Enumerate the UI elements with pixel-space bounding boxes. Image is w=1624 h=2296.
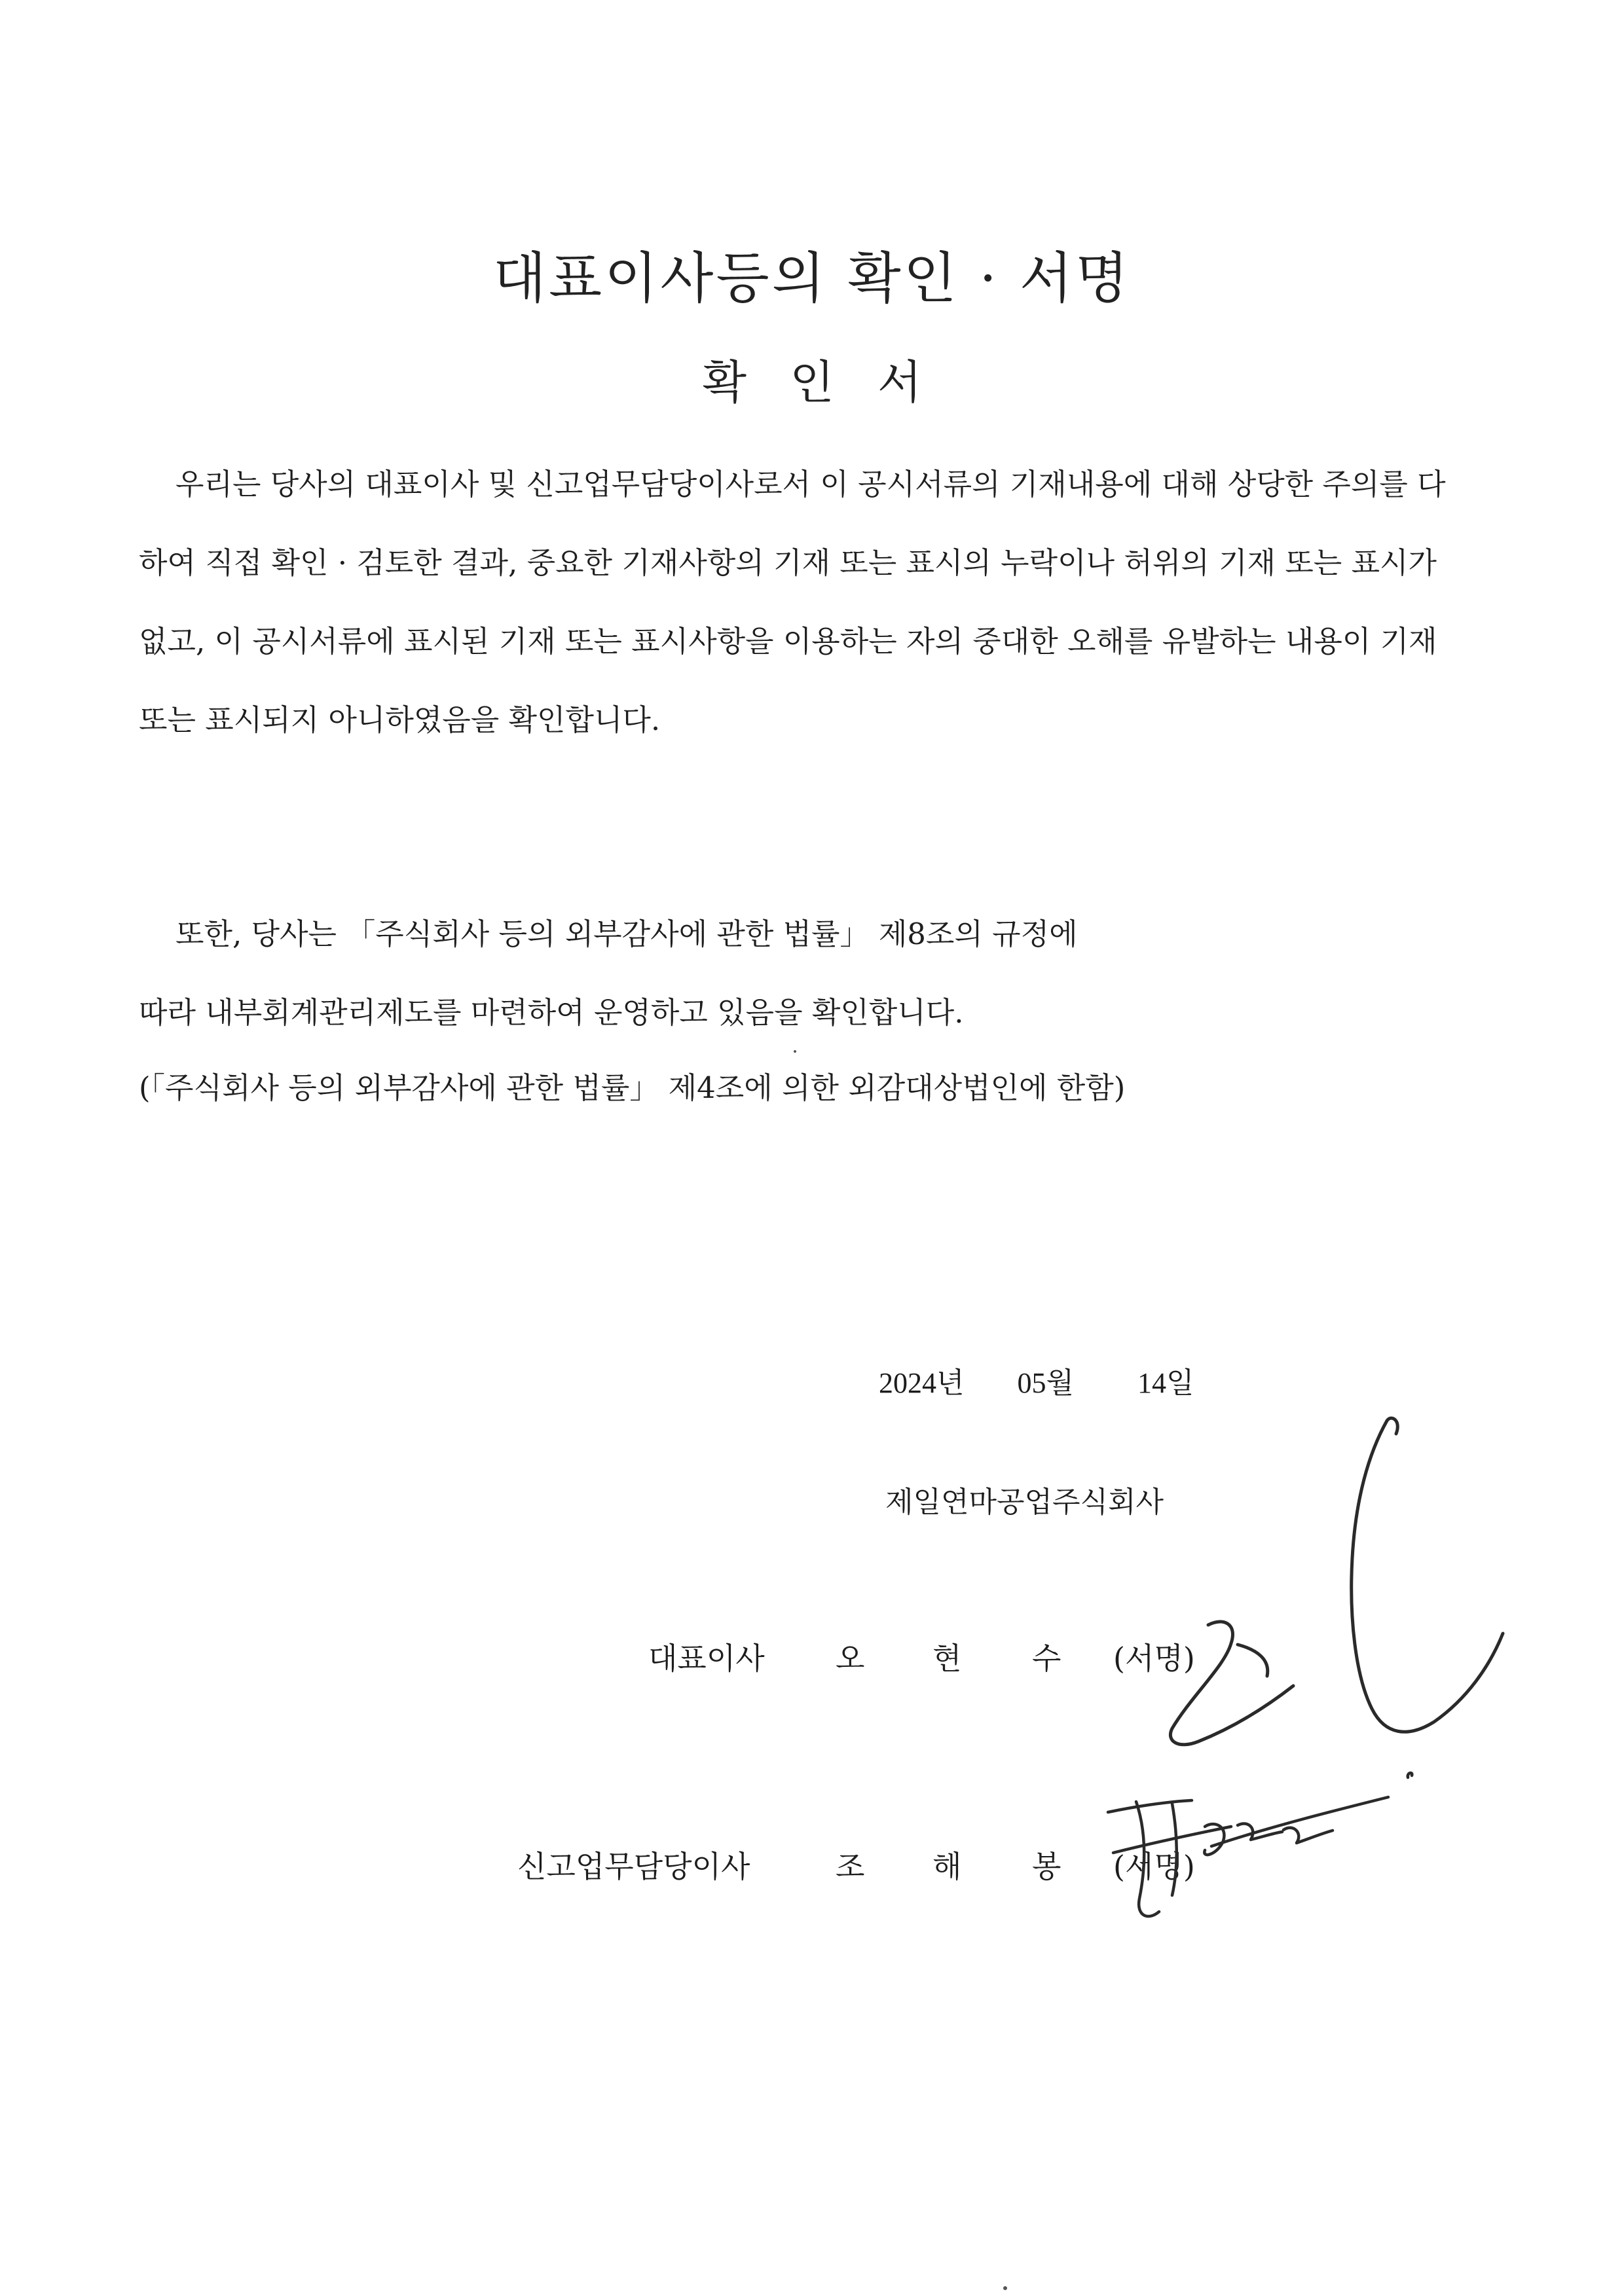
date-year: 2024년 — [879, 1367, 965, 1399]
confirmation-paragraph: 우리는 당사의 대표이사 및 신고업무담당이사로서 이 공시서류의 기재내용에 대해 상당한 주의를 다하여 직접 확인 · 검토한 결과, 중요한 기재사항의 기재 또는 표시의 누락이나 허위의 기재 또는 표시가 없고, 이 공시서류에 표시된 기재 또는 표시사항을 이용하는 자의 중대한 오해를 유발하는 내용이 기재 또는 표시되지 아니하였음을 확인합니다. — [139, 467, 1446, 737]
internal-control-line-2: 따라 내부회계관리제도를 마련하여 운영하고 있음을 확인합니다. — [139, 995, 964, 1030]
ceo-sign-label: (서명) — [1113, 1641, 1195, 1676]
officer-name-char-1: 조 — [836, 1849, 865, 1884]
company-name: 제일연마공업주식회사 — [885, 1485, 1164, 1519]
officer-sign-label: (서명) — [1113, 1849, 1195, 1884]
ceo-role: 대표이사 — [648, 1641, 765, 1676]
scan-speck — [1003, 2286, 1007, 2290]
document-subtitle: 확 인 서 — [702, 355, 922, 409]
ceo-name-char-2: 현 — [932, 1641, 962, 1676]
date-month: 05월 — [1017, 1367, 1075, 1399]
scan-speck — [794, 1050, 796, 1053]
internal-control-note: (「주식회사 등의 외부감사에 관한 법률」 제4조에 의한 외감대상법인에 한함) — [139, 1070, 1126, 1105]
officer-name-char-2: 해 — [932, 1849, 962, 1884]
document-title: 대표이사등의 확인 · 서명 — [492, 246, 1132, 310]
disclosure-officer-role: 신고업무담당이사 — [517, 1849, 750, 1884]
signing-date — [879, 1359, 1194, 1401]
ceo-name-char-1: 오 — [836, 1641, 865, 1676]
ceo-name-char-3: 수 — [1032, 1641, 1061, 1676]
internal-control-line-1: 또한, 당사는 「주식회사 등의 외부감사에 관한 법률」 제8조의 규정에 — [175, 917, 1078, 951]
officer-name-char-3: 봉 — [1032, 1849, 1061, 1884]
date-day: 14일 — [1137, 1367, 1194, 1399]
ceo-signature — [1170, 1418, 1503, 1745]
